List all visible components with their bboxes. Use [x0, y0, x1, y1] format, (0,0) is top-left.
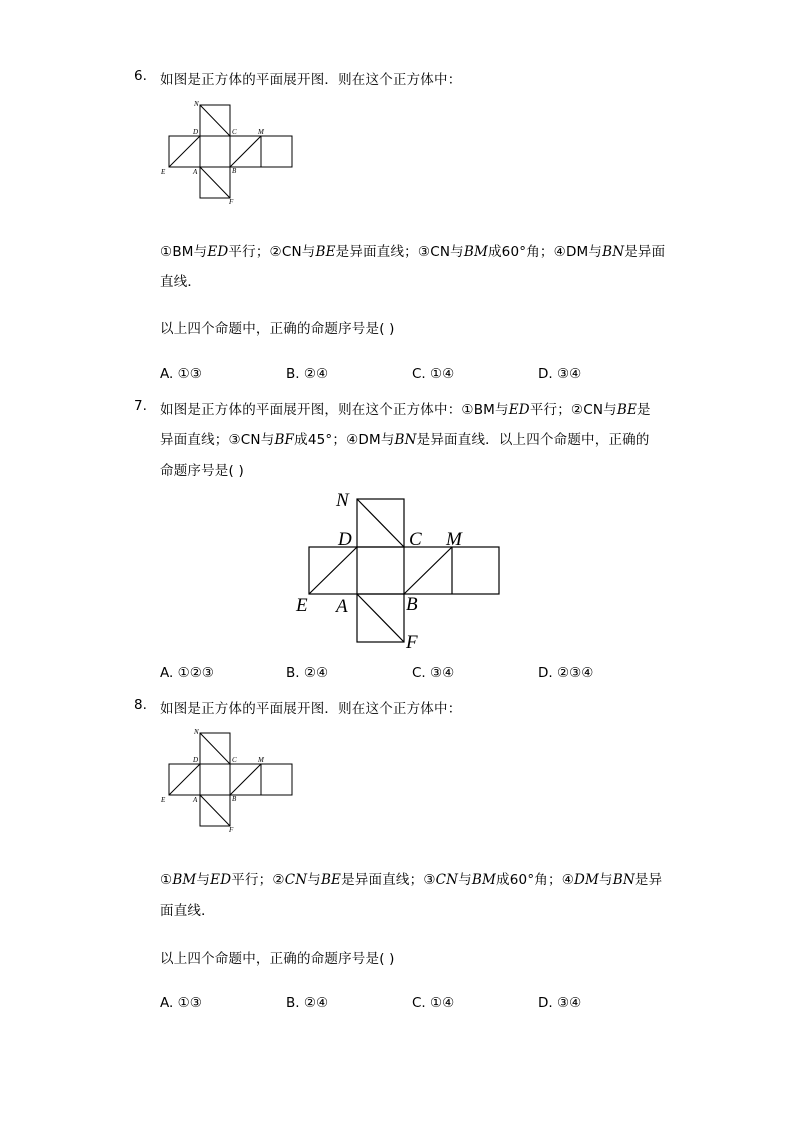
label-B: B [406, 594, 418, 615]
label-D: D [193, 128, 199, 136]
question-ask: 以上四个命题中，正确的命题序号是( ) [160, 321, 395, 337]
label-B: B [232, 167, 237, 175]
question-ask: 以上四个命题中，正确的命题序号是( ) [160, 951, 395, 967]
label-C: C [232, 128, 237, 136]
label-M: M [258, 756, 264, 764]
label-N: N [194, 728, 199, 736]
cube-net-figure-small [160, 728, 300, 836]
label-A: A [193, 168, 198, 176]
question-number: 7. [134, 398, 147, 414]
label-F: F [229, 826, 234, 834]
option-b[interactable]: B. ②④ [286, 995, 329, 1011]
option-a[interactable]: A. ①③ [160, 995, 202, 1011]
option-d[interactable]: D. ②③④ [538, 665, 594, 681]
label-M: M [446, 529, 462, 550]
label-D: D [338, 529, 352, 550]
propositions-line-2: 面直线． [160, 903, 215, 919]
label-F: F [229, 198, 234, 206]
propositions-line-2: 直线． [160, 274, 202, 290]
option-c[interactable]: C. ③④ [412, 665, 455, 681]
option-d[interactable]: D. ③④ [538, 995, 582, 1011]
label-D: D [193, 756, 199, 764]
option-a[interactable]: A. ①②③ [160, 665, 214, 681]
cube-net-figure-large [290, 486, 510, 654]
propositions-line-1: ①BM与ED平行；②CN与BE是异面直线；③CN与BM成60°角；④DM与BN是异面 [160, 244, 666, 260]
option-c[interactable]: C. ①④ [412, 995, 455, 1011]
label-A: A [336, 596, 348, 617]
question-stem-line-1: 如图是正方体的平面展开图，则在这个正方体中：①BM与ED平行；②CN与BE是 [160, 402, 651, 418]
label-E: E [161, 796, 166, 804]
option-b[interactable]: B. ②④ [286, 665, 329, 681]
label-M: M [258, 128, 264, 136]
question-stem: 如图是正方体的平面展开图．则在这个正方体中： [160, 701, 462, 717]
label-C: C [232, 756, 237, 764]
label-A: A [193, 796, 198, 804]
label-F: F [406, 632, 418, 653]
label-E: E [296, 595, 308, 616]
option-d[interactable]: D. ③④ [538, 366, 582, 382]
cube-net-figure-small [160, 100, 300, 208]
label-C: C [409, 529, 422, 550]
propositions-line-1: ①BM与ED平行；②CN与BE是异面直线；③CN与BM成60°角；④DM与BN是异 [160, 872, 663, 888]
label-N: N [336, 490, 349, 511]
question-stem-line-2: 异面直线；③CN与BF成45°；④DM与BN是异面直线．以上四个命题中，正确的 [160, 432, 650, 448]
option-a[interactable]: A. ①③ [160, 366, 202, 382]
option-b[interactable]: B. ②④ [286, 366, 329, 382]
question-stem: 如图是正方体的平面展开图．则在这个正方体中： [160, 72, 462, 88]
question-number: 6. [134, 68, 147, 84]
label-B: B [232, 795, 237, 803]
label-E: E [161, 168, 166, 176]
question-stem-line-3: 命题序号是( ) [160, 463, 244, 479]
question-number: 8. [134, 697, 147, 713]
option-c[interactable]: C. ①④ [412, 366, 455, 382]
label-N: N [194, 100, 199, 108]
